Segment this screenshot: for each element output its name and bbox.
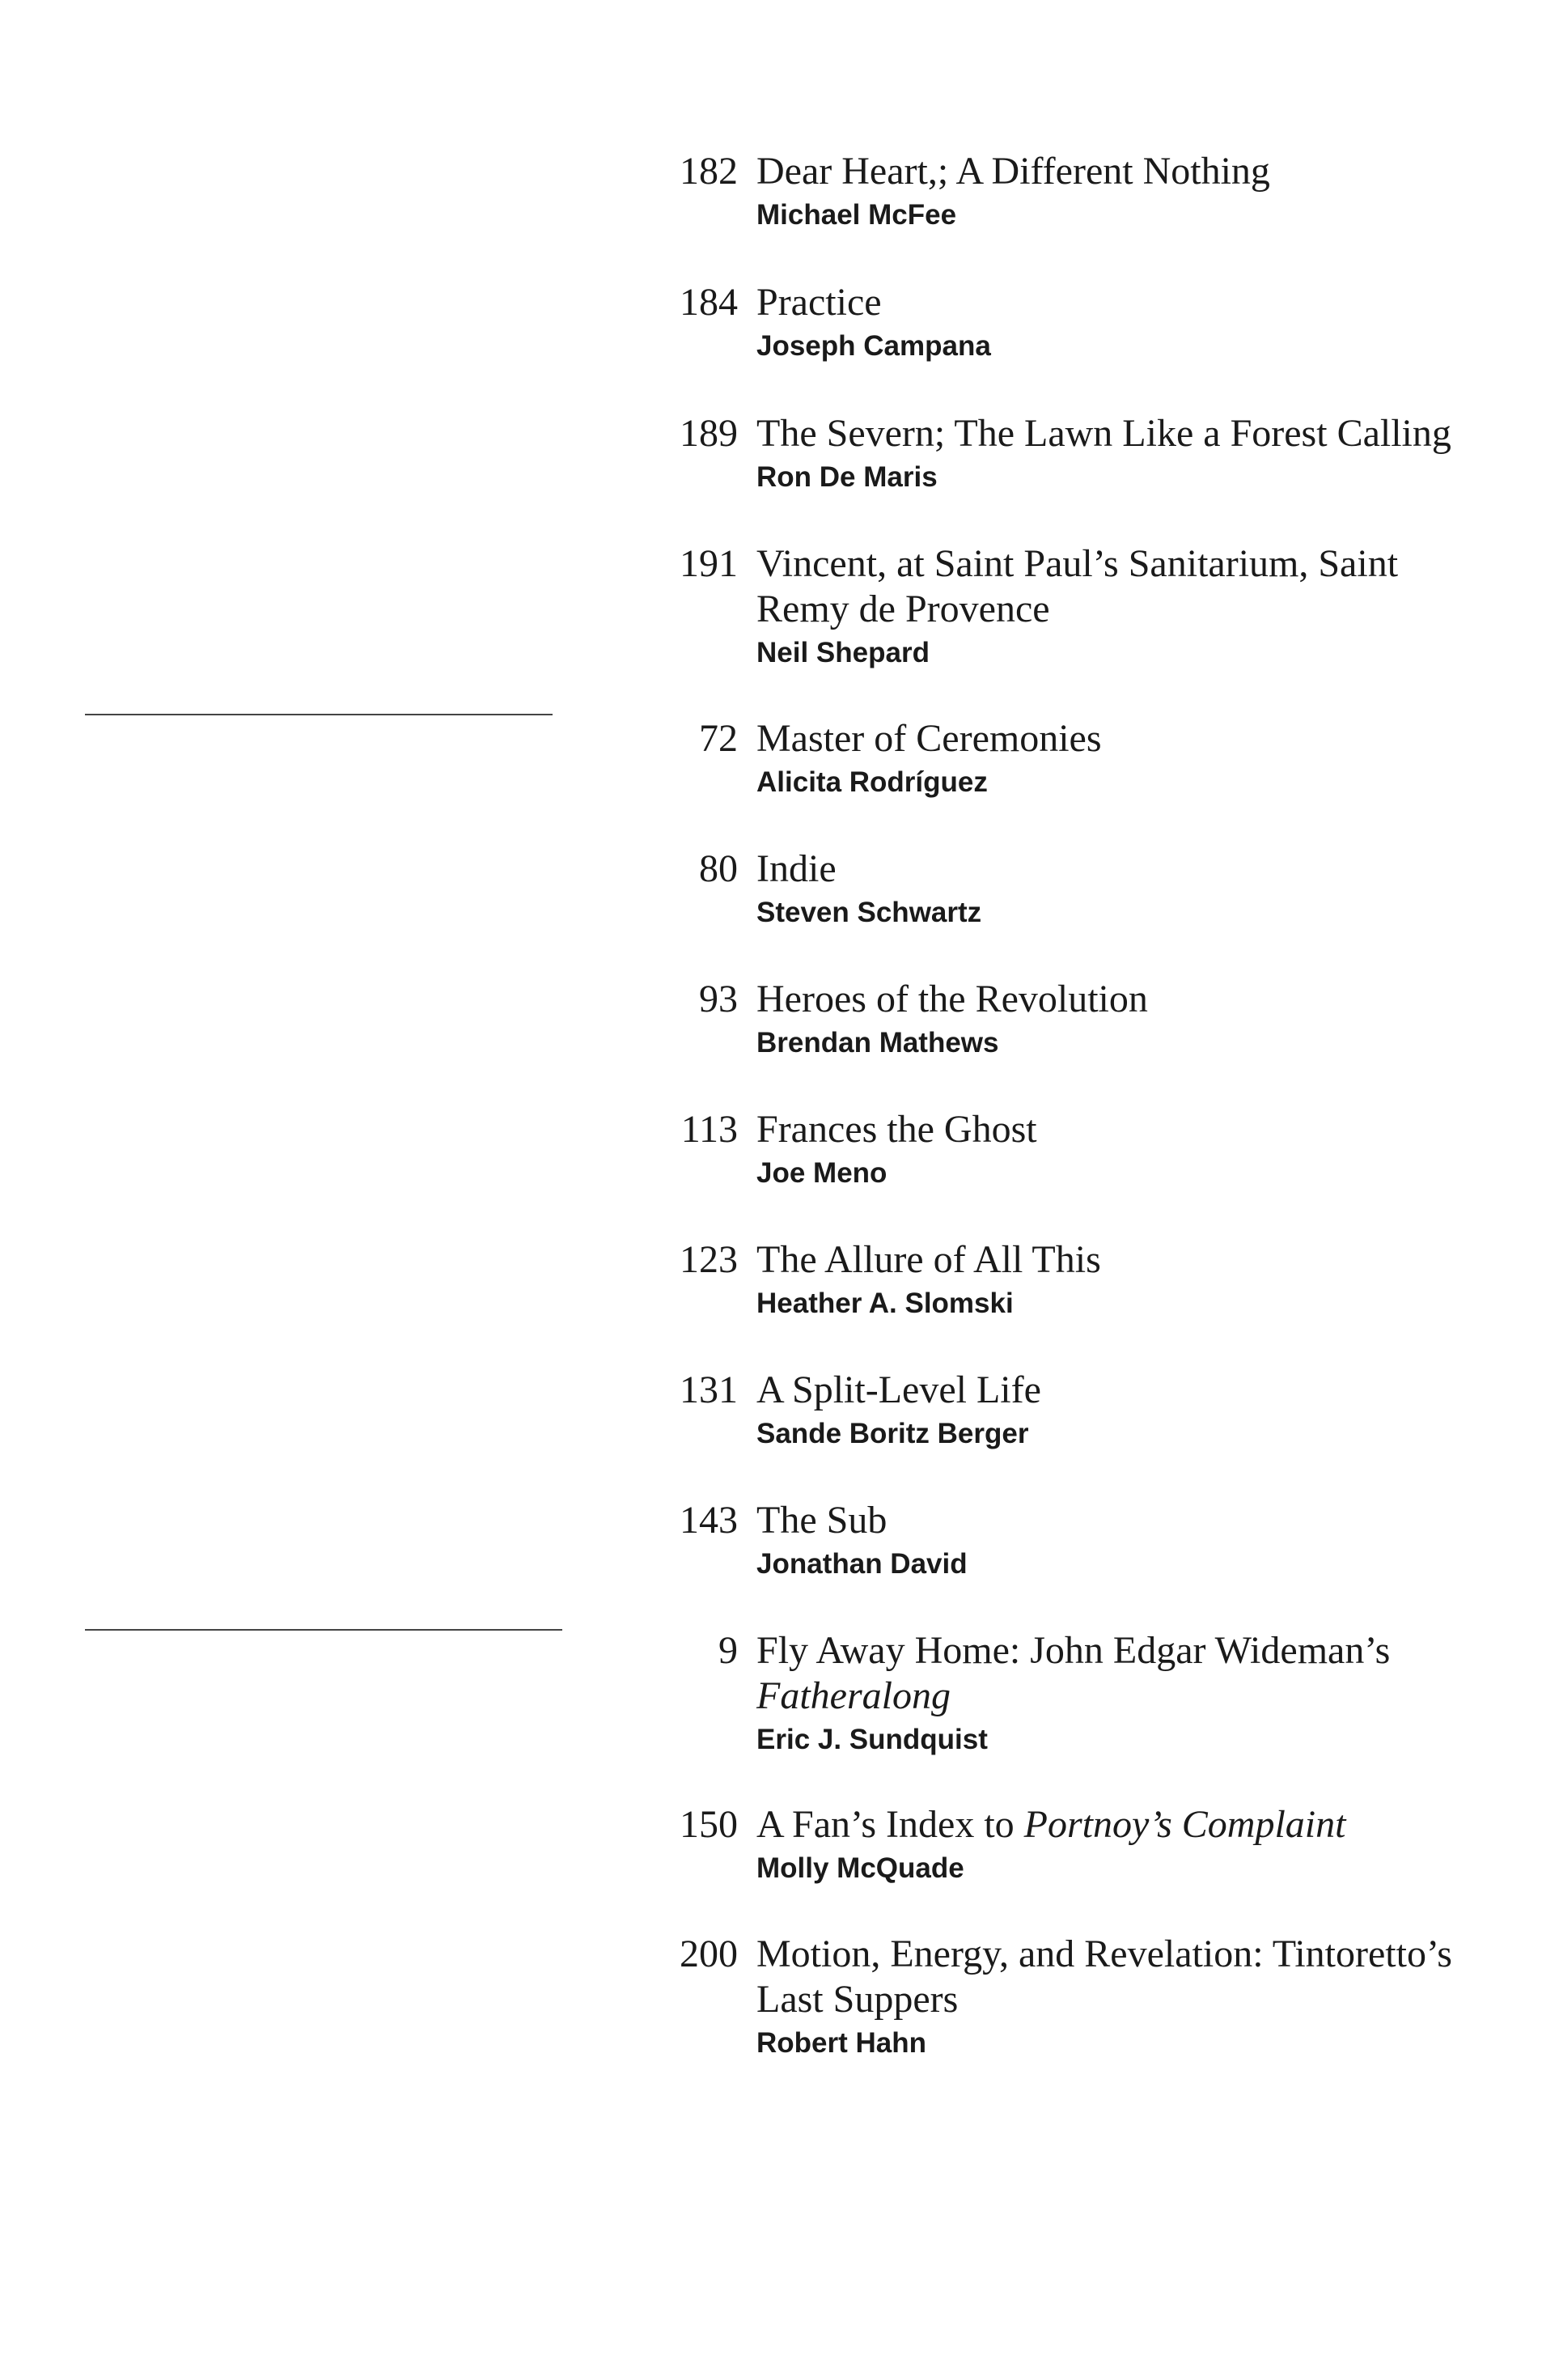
page-number: 123 — [680, 1238, 738, 1281]
author-name: Heather A. Slomski — [756, 1288, 1014, 1319]
author-name: Neil Shepard — [756, 637, 930, 668]
page-number: 72 — [699, 717, 738, 760]
entry-title — [756, 1498, 1485, 1584]
entry-title — [756, 1802, 1485, 1888]
page-number: 143 — [680, 1499, 738, 1542]
title-line: Heroes of the Revolution — [756, 978, 1148, 1020]
author-name: Steven Schwartz — [756, 897, 982, 928]
title-line: The Allure of All This — [756, 1238, 1101, 1281]
page-number: 200 — [680, 1932, 738, 1975]
title-line: Practice — [756, 281, 882, 324]
author-name: Alicita Rodríguez — [756, 766, 988, 798]
author-name: Molly McQuade — [756, 1852, 964, 1884]
entry-title — [756, 1368, 1485, 1453]
title-line: Last Suppers — [756, 1978, 959, 2021]
author-name: Joseph Campana — [756, 330, 991, 362]
author-name: Joe Meno — [756, 1157, 887, 1189]
title-line: Motion, Energy, and Revelation: Tintoretto’s — [756, 1932, 1452, 1975]
page-number: 9 — [718, 1629, 738, 1672]
title-italic-text: Portnoy’s Complaint — [1023, 1803, 1346, 1846]
title-text: A Fan’s Index to — [756, 1803, 1024, 1846]
title-line: Vincent, at Saint Paul’s Sanitarium, Saint — [756, 542, 1399, 585]
entry-title — [756, 846, 1485, 932]
author-name: Michael McFee — [756, 199, 957, 231]
entry-title — [756, 149, 1485, 235]
page-number: 191 — [680, 542, 738, 585]
entry-title — [756, 977, 1485, 1063]
author-name: Jonathan David — [756, 1548, 968, 1580]
entry-title — [756, 716, 1485, 802]
author-name: Sande Boritz Berger — [756, 1418, 1029, 1449]
entry-title — [756, 1628, 1485, 1759]
page-number: 184 — [680, 281, 738, 324]
title-line-italic: Fatheralong — [756, 1674, 951, 1717]
author-name: Robert Hahn — [756, 2027, 926, 2059]
page-number: 93 — [699, 978, 738, 1020]
page-number: 131 — [680, 1368, 738, 1411]
author-name: Ron De Maris — [756, 461, 938, 493]
entry-title — [756, 411, 1485, 497]
entry-title — [756, 1107, 1485, 1193]
page-number: 189 — [680, 412, 738, 455]
title-line: Master of Ceremonies — [756, 717, 1102, 760]
page-number: 182 — [680, 150, 738, 193]
entry-title — [756, 1932, 1485, 2063]
title-line — [756, 1802, 1485, 1848]
author-name: Eric J. Sundquist — [756, 1724, 988, 1755]
title-line: The Severn; The Lawn Like a Forest Calling — [756, 412, 1451, 455]
title-line: Dear Heart,; A Different Nothing — [756, 150, 1270, 193]
title-line: Remy de Provence — [756, 588, 1050, 630]
title-line: Frances the Ghost — [756, 1108, 1037, 1151]
author-name: Brendan Mathews — [756, 1027, 999, 1058]
entry-title — [756, 1237, 1485, 1323]
page-number: 80 — [699, 847, 738, 890]
section-divider — [85, 714, 553, 715]
section-divider — [85, 1629, 562, 1631]
page-number: 150 — [680, 1803, 738, 1846]
title-line: A Split-Level Life — [756, 1368, 1041, 1411]
title-line: Fly Away Home: John Edgar Wideman’s — [756, 1629, 1391, 1672]
entry-title — [756, 541, 1485, 672]
title-line: Indie — [756, 847, 837, 890]
page-number: 113 — [680, 1108, 738, 1151]
title-line: The Sub — [756, 1499, 887, 1542]
entry-title — [756, 280, 1485, 366]
